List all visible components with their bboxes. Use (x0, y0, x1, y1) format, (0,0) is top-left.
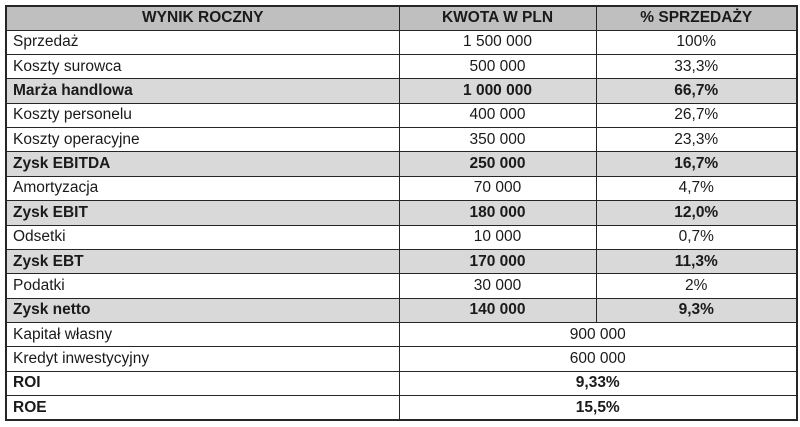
row-label: Koszty surowca (6, 54, 399, 78)
column-header-procent-sprzedazy: % SPRZEDAŻY (596, 6, 797, 30)
summary-row (6, 323, 797, 347)
table-row (6, 103, 797, 127)
row-percent: 16,7% (596, 152, 797, 176)
summary-value: 900 000 (399, 323, 797, 347)
column-header-kwota-w-pln: KWOTA W PLN (399, 6, 596, 30)
summary-row (6, 371, 797, 395)
table-row (6, 54, 797, 78)
row-label: Zysk EBIT (6, 201, 399, 225)
table-row (6, 249, 797, 273)
summary-rows (6, 323, 797, 421)
row-label: Odsetki (6, 225, 399, 249)
summary-value: 600 000 (399, 347, 797, 371)
row-percent: 12,0% (596, 201, 797, 225)
table-row (6, 79, 797, 103)
financial-results-table (5, 5, 798, 421)
table-row (6, 176, 797, 200)
table-row (6, 225, 797, 249)
row-label: Amortyzacja (6, 176, 399, 200)
table-row (6, 298, 797, 322)
row-percent: 66,7% (596, 79, 797, 103)
summary-row (6, 347, 797, 371)
row-percent: 0,7% (596, 225, 797, 249)
row-amount: 400 000 (399, 103, 596, 127)
row-amount: 350 000 (399, 128, 596, 152)
table-row (6, 152, 797, 176)
row-percent: 9,3% (596, 298, 797, 322)
row-label: Zysk netto (6, 298, 399, 322)
row-amount: 10 000 (399, 225, 596, 249)
table-row (6, 201, 797, 225)
row-amount: 180 000 (399, 201, 596, 225)
summary-row (6, 396, 797, 420)
row-amount: 500 000 (399, 54, 596, 78)
header-row (6, 6, 797, 30)
row-label: Sprzedaż (6, 30, 399, 54)
summary-label: Kapitał własny (6, 323, 399, 347)
row-label: Marża handlowa (6, 79, 399, 103)
table-header (6, 6, 797, 30)
row-percent: 2% (596, 274, 797, 298)
row-percent: 33,3% (596, 54, 797, 78)
table-row (6, 30, 797, 54)
row-label: Podatki (6, 274, 399, 298)
row-amount: 250 000 (399, 152, 596, 176)
row-label: Zysk EBITDA (6, 152, 399, 176)
row-percent: 23,3% (596, 128, 797, 152)
row-label: Zysk EBT (6, 249, 399, 273)
row-percent: 11,3% (596, 249, 797, 273)
row-amount: 70 000 (399, 176, 596, 200)
summary-label: ROI (6, 371, 399, 395)
summary-label: Kredyt inwestycyjny (6, 347, 399, 371)
summary-value: 15,5% (399, 396, 797, 420)
row-amount: 1 500 000 (399, 30, 596, 54)
financial-rows (6, 30, 797, 323)
summary-label: ROE (6, 396, 399, 420)
table-row (6, 274, 797, 298)
row-amount: 1 000 000 (399, 79, 596, 103)
column-header-wynik-roczny: WYNIK ROCZNY (6, 6, 399, 30)
row-label: Koszty operacyjne (6, 128, 399, 152)
summary-value: 9,33% (399, 371, 797, 395)
row-amount: 140 000 (399, 298, 596, 322)
table-row (6, 128, 797, 152)
row-percent: 100% (596, 30, 797, 54)
row-amount: 30 000 (399, 274, 596, 298)
row-amount: 170 000 (399, 249, 596, 273)
row-label: Koszty personelu (6, 103, 399, 127)
row-percent: 26,7% (596, 103, 797, 127)
row-percent: 4,7% (596, 176, 797, 200)
